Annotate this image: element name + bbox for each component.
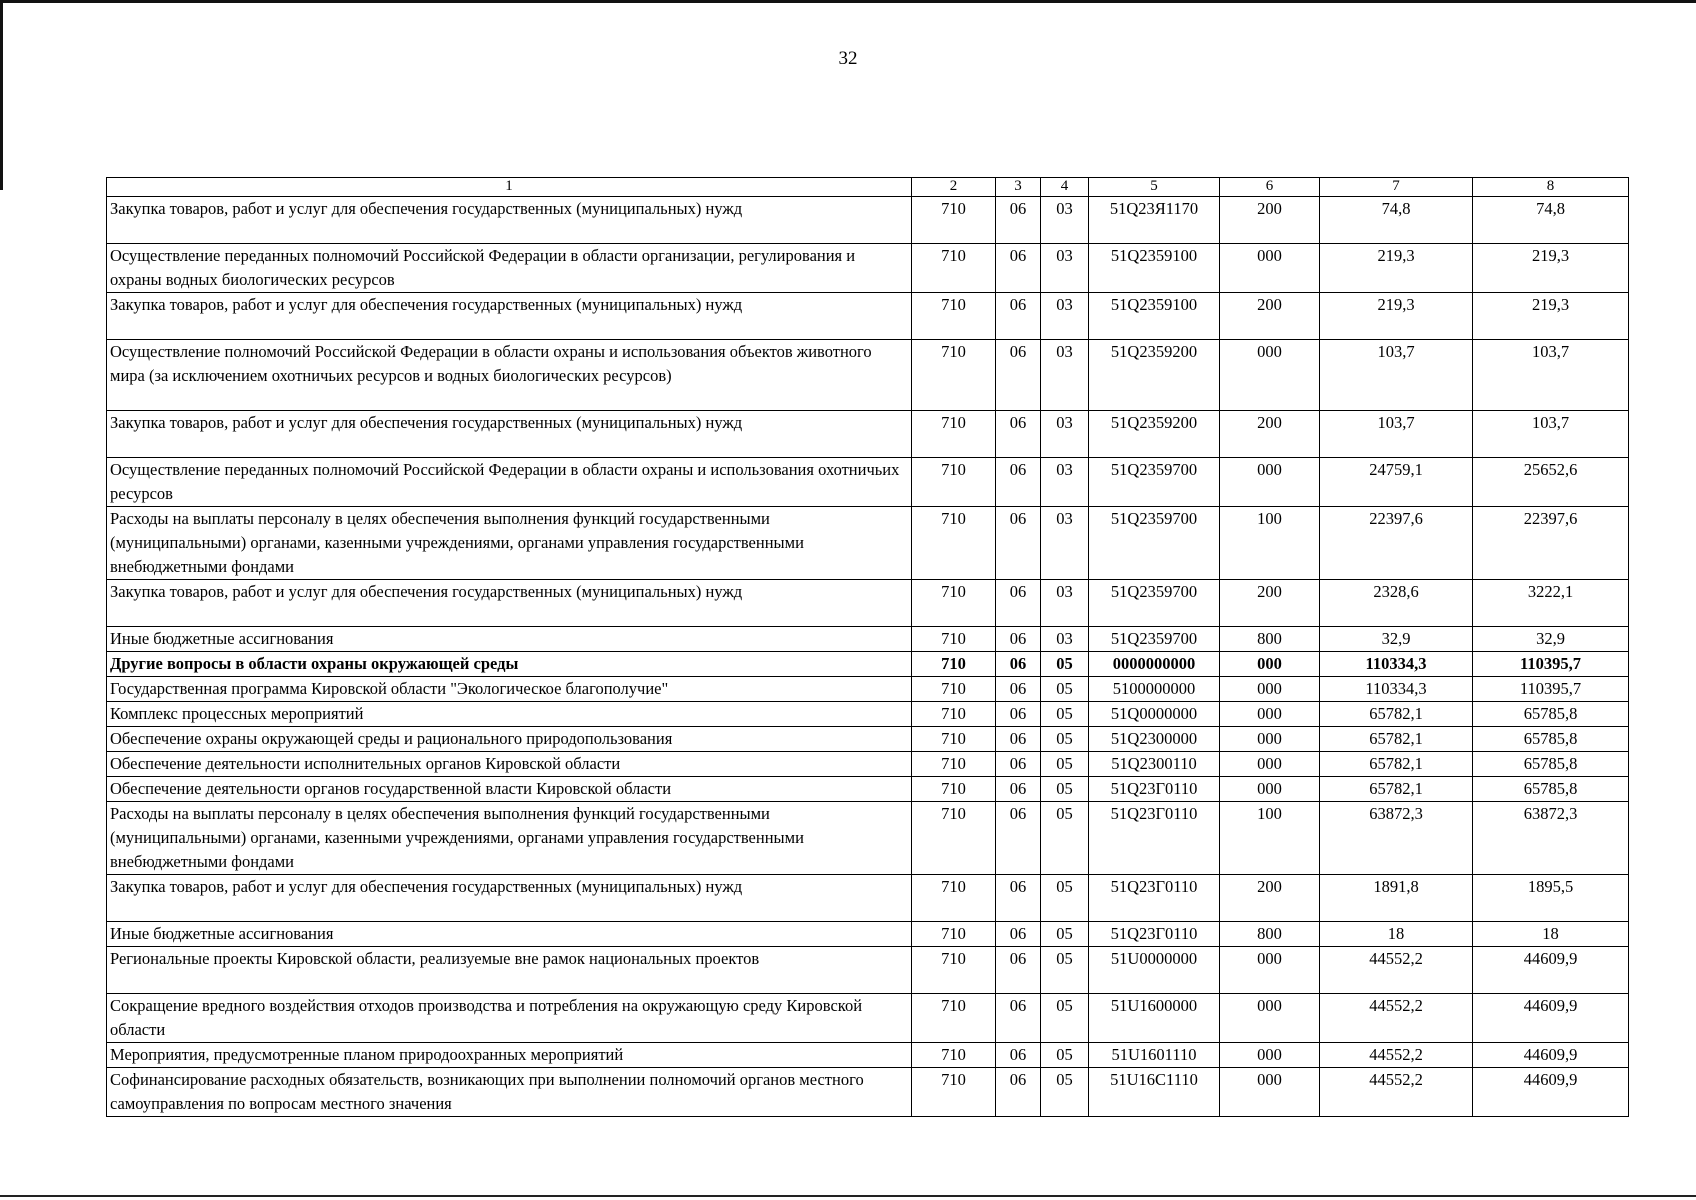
row-name: Государственная программа Кировской области "Экологическое благополучие" xyxy=(107,677,912,702)
scan-edge-top xyxy=(0,0,1696,3)
table-row xyxy=(107,507,1629,580)
cell-amount-year1: 65782,1 xyxy=(1320,702,1473,727)
cell-expense-type: 000 xyxy=(1220,752,1320,777)
row-name: Региональные проекты Кировской области, реализуемые вне рамок национальных проектов xyxy=(107,947,912,994)
cell-amount-year2: 44609,9 xyxy=(1473,1043,1629,1068)
cell-target-article: 51Q2359700 xyxy=(1089,627,1220,652)
cell-expense-type: 000 xyxy=(1220,1068,1320,1117)
cell-amount-year1: 44552,2 xyxy=(1320,994,1473,1043)
cell-amount-year1: 24759,1 xyxy=(1320,458,1473,507)
table-row xyxy=(107,197,1629,244)
cell-amount-year2: 65785,8 xyxy=(1473,777,1629,802)
cell-section: 06 xyxy=(996,777,1041,802)
cell-amount-year1: 44552,2 xyxy=(1320,1068,1473,1117)
cell-amount-year1: 110334,3 xyxy=(1320,677,1473,702)
cell-expense-type: 100 xyxy=(1220,507,1320,580)
cell-section: 06 xyxy=(996,752,1041,777)
cell-target-article: 51U16C1110 xyxy=(1089,1068,1220,1117)
cell-amount-year2: 65785,8 xyxy=(1473,727,1629,752)
cell-amount-year2: 65785,8 xyxy=(1473,752,1629,777)
table-header-row xyxy=(107,178,1629,197)
cell-amount-year2: 74,8 xyxy=(1473,197,1629,244)
table-row xyxy=(107,922,1629,947)
cell-target-article: 51Q2359200 xyxy=(1089,340,1220,411)
cell-target-article: 51Q2359700 xyxy=(1089,580,1220,627)
cell-subsection: 05 xyxy=(1041,922,1089,947)
cell-expense-type: 000 xyxy=(1220,458,1320,507)
cell-amount-year1: 65782,1 xyxy=(1320,727,1473,752)
page-number: 32 xyxy=(838,48,858,69)
row-name: Закупка товаров, работ и услуг для обеспечения государственных (муниципальных) нужд xyxy=(107,411,912,458)
cell-subsection: 05 xyxy=(1041,1068,1089,1117)
cell-expense-type: 000 xyxy=(1220,947,1320,994)
cell-amount-year2: 44609,9 xyxy=(1473,994,1629,1043)
cell-ministry-code: 710 xyxy=(912,1043,996,1068)
row-name: Осуществление переданных полномочий Российской Федерации в области охраны и использования охотничьих ресурсов xyxy=(107,458,912,507)
cell-target-article: 51Q2300110 xyxy=(1089,752,1220,777)
cell-amount-year2: 103,7 xyxy=(1473,411,1629,458)
table-row xyxy=(107,875,1629,922)
row-name: Закупка товаров, работ и услуг для обеспечения государственных (муниципальных) нужд xyxy=(107,197,912,244)
cell-subsection: 05 xyxy=(1041,652,1089,677)
cell-amount-year2: 63872,3 xyxy=(1473,802,1629,875)
cell-subsection: 05 xyxy=(1041,677,1089,702)
row-name: Закупка товаров, работ и услуг для обеспечения государственных (муниципальных) нужд xyxy=(107,293,912,340)
cell-expense-type: 200 xyxy=(1220,197,1320,244)
cell-expense-type: 200 xyxy=(1220,580,1320,627)
table-row xyxy=(107,802,1629,875)
cell-subsection: 05 xyxy=(1041,802,1089,875)
cell-expense-type: 000 xyxy=(1220,652,1320,677)
table-row xyxy=(107,947,1629,994)
cell-ministry-code: 710 xyxy=(912,677,996,702)
cell-expense-type: 200 xyxy=(1220,411,1320,458)
cell-section: 06 xyxy=(996,293,1041,340)
cell-section: 06 xyxy=(996,994,1041,1043)
table-row xyxy=(107,702,1629,727)
cell-subsection: 03 xyxy=(1041,580,1089,627)
cell-amount-year2: 219,3 xyxy=(1473,244,1629,293)
cell-amount-year1: 110334,3 xyxy=(1320,652,1473,677)
table-row xyxy=(107,752,1629,777)
row-name: Комплекс процессных мероприятий xyxy=(107,702,912,727)
cell-subsection: 05 xyxy=(1041,875,1089,922)
cell-amount-year1: 74,8 xyxy=(1320,197,1473,244)
row-name: Иные бюджетные ассигнования xyxy=(107,922,912,947)
table-row-section-total xyxy=(107,652,1629,677)
column-header: 5 xyxy=(1089,178,1220,197)
cell-ministry-code: 710 xyxy=(912,507,996,580)
cell-amount-year1: 65782,1 xyxy=(1320,777,1473,802)
cell-expense-type: 000 xyxy=(1220,1043,1320,1068)
cell-subsection: 05 xyxy=(1041,702,1089,727)
cell-amount-year2: 65785,8 xyxy=(1473,702,1629,727)
table-row xyxy=(107,458,1629,507)
cell-target-article: 51Q2359700 xyxy=(1089,458,1220,507)
cell-amount-year2: 219,3 xyxy=(1473,293,1629,340)
cell-amount-year2: 110395,7 xyxy=(1473,677,1629,702)
cell-expense-type: 100 xyxy=(1220,802,1320,875)
cell-target-article: 51U1600000 xyxy=(1089,994,1220,1043)
cell-amount-year2: 22397,6 xyxy=(1473,507,1629,580)
column-header: 4 xyxy=(1041,178,1089,197)
cell-section: 06 xyxy=(996,922,1041,947)
cell-ministry-code: 710 xyxy=(912,411,996,458)
cell-ministry-code: 710 xyxy=(912,752,996,777)
cell-target-article: 51Q23Я1170 xyxy=(1089,197,1220,244)
cell-ministry-code: 710 xyxy=(912,702,996,727)
cell-section: 06 xyxy=(996,1043,1041,1068)
cell-amount-year1: 63872,3 xyxy=(1320,802,1473,875)
cell-subsection: 05 xyxy=(1041,752,1089,777)
cell-amount-year2: 44609,9 xyxy=(1473,1068,1629,1117)
cell-subsection: 03 xyxy=(1041,293,1089,340)
cell-target-article: 51Q2359100 xyxy=(1089,293,1220,340)
cell-section: 06 xyxy=(996,627,1041,652)
row-name: Осуществление переданных полномочий Российской Федерации в области организации, регулирования и охраны водных биологических ресурсов xyxy=(107,244,912,293)
cell-subsection: 05 xyxy=(1041,727,1089,752)
cell-ministry-code: 710 xyxy=(912,580,996,627)
table-row xyxy=(107,580,1629,627)
table-row xyxy=(107,727,1629,752)
cell-target-article: 51Q23Г0110 xyxy=(1089,777,1220,802)
cell-ministry-code: 710 xyxy=(912,777,996,802)
cell-amount-year1: 44552,2 xyxy=(1320,1043,1473,1068)
row-name: Закупка товаров, работ и услуг для обеспечения государственных (муниципальных) нужд xyxy=(107,875,912,922)
cell-amount-year2: 1895,5 xyxy=(1473,875,1629,922)
cell-amount-year2: 110395,7 xyxy=(1473,652,1629,677)
cell-subsection: 03 xyxy=(1041,627,1089,652)
column-header: 1 xyxy=(107,178,912,197)
column-header: 2 xyxy=(912,178,996,197)
row-name: Сокращение вредного воздействия отходов производства и потребления на окружающую среду Кировской области xyxy=(107,994,912,1043)
table-row xyxy=(107,994,1629,1043)
row-name: Расходы на выплаты персоналу в целях обеспечения выполнения функций государственными (муниципальными) органами, казенными учреждениями, органами управления государственными внебюджетными фондами xyxy=(107,802,912,875)
cell-expense-type: 000 xyxy=(1220,727,1320,752)
cell-amount-year1: 44552,2 xyxy=(1320,947,1473,994)
cell-amount-year1: 219,3 xyxy=(1320,293,1473,340)
cell-expense-type: 000 xyxy=(1220,994,1320,1043)
cell-section: 06 xyxy=(996,458,1041,507)
cell-amount-year2: 32,9 xyxy=(1473,627,1629,652)
cell-section: 06 xyxy=(996,340,1041,411)
cell-expense-type: 000 xyxy=(1220,340,1320,411)
cell-ministry-code: 710 xyxy=(912,293,996,340)
table-row xyxy=(107,777,1629,802)
cell-target-article: 5100000000 xyxy=(1089,677,1220,702)
table-row xyxy=(107,244,1629,293)
table-row xyxy=(107,1068,1629,1117)
cell-section: 06 xyxy=(996,1068,1041,1117)
cell-section: 06 xyxy=(996,802,1041,875)
row-name: Иные бюджетные ассигнования xyxy=(107,627,912,652)
row-name: Мероприятия, предусмотренные планом природоохранных мероприятий xyxy=(107,1043,912,1068)
cell-section: 06 xyxy=(996,677,1041,702)
cell-amount-year2: 18 xyxy=(1473,922,1629,947)
cell-section: 06 xyxy=(996,197,1041,244)
cell-amount-year1: 103,7 xyxy=(1320,340,1473,411)
cell-target-article: 51Q2359100 xyxy=(1089,244,1220,293)
cell-amount-year1: 1891,8 xyxy=(1320,875,1473,922)
cell-subsection: 03 xyxy=(1041,458,1089,507)
cell-amount-year1: 22397,6 xyxy=(1320,507,1473,580)
cell-target-article: 51U1601110 xyxy=(1089,1043,1220,1068)
table-row xyxy=(107,1043,1629,1068)
cell-ministry-code: 710 xyxy=(912,947,996,994)
cell-target-article: 51Q2359200 xyxy=(1089,411,1220,458)
table-row xyxy=(107,627,1629,652)
cell-section: 06 xyxy=(996,727,1041,752)
cell-expense-type: 200 xyxy=(1220,293,1320,340)
cell-section: 06 xyxy=(996,244,1041,293)
cell-expense-type: 000 xyxy=(1220,702,1320,727)
cell-expense-type: 800 xyxy=(1220,922,1320,947)
cell-target-article: 51Q2359700 xyxy=(1089,507,1220,580)
cell-amount-year1: 65782,1 xyxy=(1320,752,1473,777)
table-row xyxy=(107,293,1629,340)
cell-ministry-code: 710 xyxy=(912,340,996,411)
cell-section: 06 xyxy=(996,947,1041,994)
cell-amount-year2: 3222,1 xyxy=(1473,580,1629,627)
cell-subsection: 03 xyxy=(1041,507,1089,580)
cell-section: 06 xyxy=(996,652,1041,677)
cell-amount-year2: 25652,6 xyxy=(1473,458,1629,507)
row-name: Обеспечение деятельности органов государственной власти Кировской области xyxy=(107,777,912,802)
cell-ministry-code: 710 xyxy=(912,875,996,922)
cell-ministry-code: 710 xyxy=(912,627,996,652)
cell-amount-year2: 103,7 xyxy=(1473,340,1629,411)
cell-target-article: 0000000000 xyxy=(1089,652,1220,677)
cell-ministry-code: 710 xyxy=(912,922,996,947)
cell-amount-year1: 32,9 xyxy=(1320,627,1473,652)
cell-ministry-code: 710 xyxy=(912,197,996,244)
cell-subsection: 05 xyxy=(1041,777,1089,802)
column-header: 6 xyxy=(1220,178,1320,197)
cell-section: 06 xyxy=(996,702,1041,727)
cell-amount-year1: 219,3 xyxy=(1320,244,1473,293)
row-name: Расходы на выплаты персоналу в целях обеспечения выполнения функций государственными (муниципальными) органами, казенными учреждениями, органами управления государственными внебюджетными фондами xyxy=(107,507,912,580)
cell-expense-type: 800 xyxy=(1220,627,1320,652)
table-row xyxy=(107,677,1629,702)
cell-expense-type: 000 xyxy=(1220,244,1320,293)
row-name: Другие вопросы в области охраны окружающей среды xyxy=(107,652,912,677)
cell-ministry-code: 710 xyxy=(912,244,996,293)
cell-target-article: 51U0000000 xyxy=(1089,947,1220,994)
cell-amount-year1: 2328,6 xyxy=(1320,580,1473,627)
scan-edge-bottom xyxy=(0,1195,1696,1197)
row-name: Обеспечение охраны окружающей среды и рационального природопользования xyxy=(107,727,912,752)
cell-subsection: 05 xyxy=(1041,947,1089,994)
cell-subsection: 03 xyxy=(1041,340,1089,411)
cell-section: 06 xyxy=(996,411,1041,458)
cell-ministry-code: 710 xyxy=(912,994,996,1043)
cell-subsection: 05 xyxy=(1041,994,1089,1043)
cell-expense-type: 000 xyxy=(1220,777,1320,802)
cell-expense-type: 000 xyxy=(1220,677,1320,702)
row-name: Закупка товаров, работ и услуг для обеспечения государственных (муниципальных) нужд xyxy=(107,580,912,627)
row-name: Осуществление полномочий Российской Федерации в области охраны и использования объектов животного мира (за исключением охотничьих ресурсов и водных биологических ресурсов) xyxy=(107,340,912,411)
budget-table xyxy=(106,177,1629,1117)
cell-ministry-code: 710 xyxy=(912,1068,996,1117)
cell-target-article: 51Q0000000 xyxy=(1089,702,1220,727)
cell-target-article: 51Q23Г0110 xyxy=(1089,922,1220,947)
cell-section: 06 xyxy=(996,580,1041,627)
cell-amount-year2: 44609,9 xyxy=(1473,947,1629,994)
cell-subsection: 03 xyxy=(1041,197,1089,244)
column-header: 3 xyxy=(996,178,1041,197)
column-header: 7 xyxy=(1320,178,1473,197)
cell-subsection: 03 xyxy=(1041,411,1089,458)
table-row xyxy=(107,411,1629,458)
cell-amount-year1: 18 xyxy=(1320,922,1473,947)
cell-ministry-code: 710 xyxy=(912,802,996,875)
cell-amount-year1: 103,7 xyxy=(1320,411,1473,458)
column-header: 8 xyxy=(1473,178,1629,197)
cell-subsection: 05 xyxy=(1041,1043,1089,1068)
cell-ministry-code: 710 xyxy=(912,652,996,677)
cell-target-article: 51Q23Г0110 xyxy=(1089,802,1220,875)
scan-edge-left xyxy=(0,0,3,190)
cell-section: 06 xyxy=(996,507,1041,580)
cell-section: 06 xyxy=(996,875,1041,922)
row-name: Софинансирование расходных обязательств, возникающих при выполнении полномочий органов местного самоуправления по вопросам местного значения xyxy=(107,1068,912,1117)
cell-ministry-code: 710 xyxy=(912,727,996,752)
cell-target-article: 51Q23Г0110 xyxy=(1089,875,1220,922)
cell-expense-type: 200 xyxy=(1220,875,1320,922)
cell-ministry-code: 710 xyxy=(912,458,996,507)
cell-subsection: 03 xyxy=(1041,244,1089,293)
cell-target-article: 51Q2300000 xyxy=(1089,727,1220,752)
row-name: Обеспечение деятельности исполнительных органов Кировской области xyxy=(107,752,912,777)
table-row xyxy=(107,340,1629,411)
